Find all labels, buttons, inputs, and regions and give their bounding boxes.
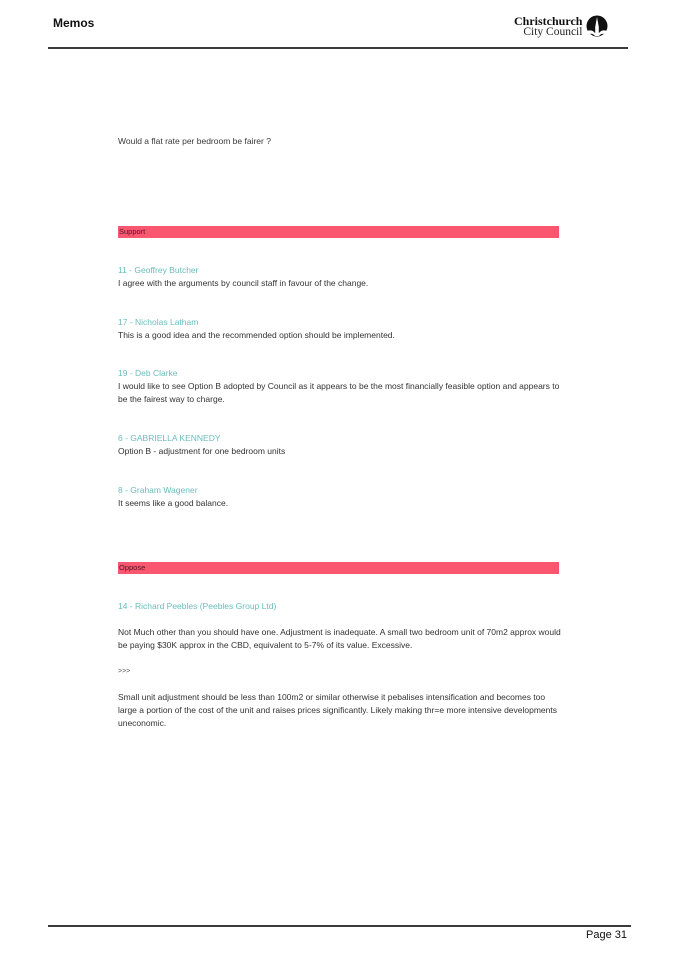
submission-text: I would like to see Option B adopted by Council as it appears to be the most financially feasible option and appears to be the fairest way to charge. xyxy=(118,381,560,404)
header-divider xyxy=(48,47,628,49)
document-header-title: Memos xyxy=(53,16,95,30)
submission-text: I agree with the arguments by council staff in favour of the change. xyxy=(118,278,369,288)
page-number: Page 31 xyxy=(586,929,627,941)
submitter-name: 11 - Geoffrey Butcher xyxy=(118,265,199,275)
separator-marker: >>> xyxy=(118,668,131,675)
logo-text xyxy=(514,16,582,38)
submission-paragraph: Not Much other than you should have one. Adjustment is inadequate. A small two bedroom unit of 70m2 approx would be paying $30K approx in the CBD, equivalent to 5-7% of its value. Excessive. xyxy=(118,627,561,650)
section-header-support: Support xyxy=(118,226,559,238)
footer-divider xyxy=(48,925,631,927)
submission-paragraph: Small unit adjustment should be less than 100m2 or similar otherwise it pebalises intensification and becomes too large a portion of the cost of the unit and raises prices significantly. Likely making thr=e more intensive developments uneconomic. xyxy=(118,692,558,728)
submitter-name: 17 - Nicholas Latham xyxy=(118,317,199,327)
submission-text: This is a good idea and the recommended option should be implemented. xyxy=(118,330,395,340)
submission-entry xyxy=(118,432,563,458)
submitter-name: 19 - Deb Clarke xyxy=(118,368,178,378)
section-header-oppose: Oppose xyxy=(118,562,559,574)
submitter-name: 6 - GABRIELLA KENNEDY xyxy=(118,433,221,443)
question-text: Would a flat rate per bedroom be fairer ? xyxy=(118,136,271,146)
submission-entry xyxy=(118,484,563,510)
submission-entry xyxy=(118,264,563,290)
cathedral-icon xyxy=(585,15,609,39)
council-logo xyxy=(514,15,609,39)
submission-text: It seems like a good balance. xyxy=(118,498,229,508)
logo-line-2: City Council xyxy=(523,26,583,38)
logo-line-1: Christchurch xyxy=(514,14,583,28)
submission-entry xyxy=(118,316,563,342)
submitter-name: 8 - Graham Wagener xyxy=(118,485,198,495)
submission-entry xyxy=(118,600,563,613)
submission-entry xyxy=(118,367,563,406)
submitter-name: 14 - Richard Peebles (Peebles Group Ltd) xyxy=(118,601,277,611)
submission-text: Option B - adjustment for one bedroom units xyxy=(118,446,286,456)
